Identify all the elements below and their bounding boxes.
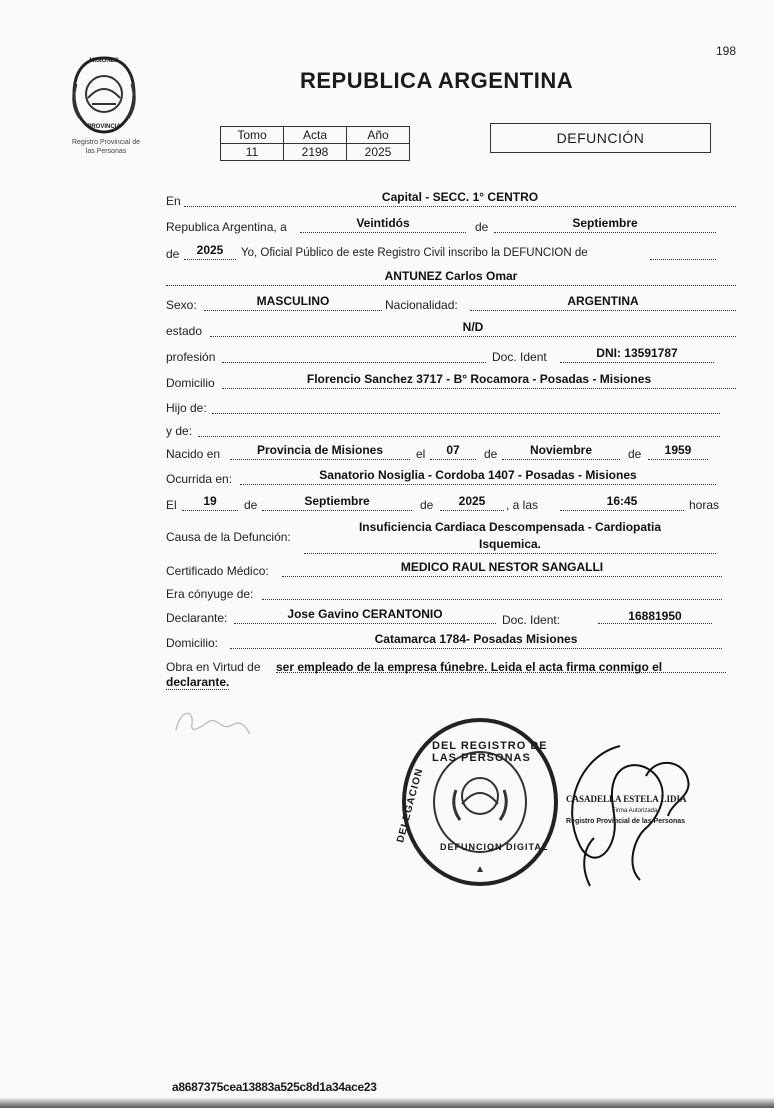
ocurrida-label: Ocurrida en: bbox=[166, 472, 233, 486]
domicilio2-label: Domicilio: bbox=[166, 636, 219, 650]
acta-table-header-row bbox=[221, 127, 410, 144]
causa-value-line1: Insuficiencia Cardiaca Descompensada - Cardiopatia bbox=[358, 520, 662, 534]
seal-text-bottom: DEFUNCION DIGITAL bbox=[440, 842, 549, 852]
acta-table bbox=[220, 126, 410, 161]
seal-text-left: DELEGACION bbox=[395, 767, 426, 844]
republica-label: Republica Argentina, a bbox=[166, 220, 287, 234]
death-de1-label: de bbox=[244, 498, 258, 512]
obra-value-line2: declarante. bbox=[166, 675, 230, 689]
hijo-label: Hijo de: bbox=[166, 401, 207, 415]
certificado-value: MEDICO RAUL NESTOR SANGALLI bbox=[400, 560, 604, 574]
doc-ident-value: DNI: 13591787 bbox=[596, 346, 678, 360]
emblem-text-bottom: PROVINCIA bbox=[87, 124, 121, 130]
birth-month: Noviembre bbox=[529, 443, 593, 457]
seal-text-top: DEL REGISTRO DE LAS PERSONAS bbox=[432, 740, 548, 764]
profesion-dotted-line bbox=[222, 348, 486, 363]
nacionalidad-value: ARGENTINA bbox=[567, 294, 639, 308]
doc-ident2-value: 16881950 bbox=[628, 609, 682, 623]
domicilio-label: Domicilio bbox=[166, 376, 215, 390]
document-title: REPUBLICA ARGENTINA bbox=[300, 68, 574, 93]
declarante-value: Jose Gavino CERANTONIO bbox=[287, 607, 443, 621]
year-value: 2025 bbox=[196, 243, 224, 257]
causa-value-line2: Isquemica. bbox=[478, 537, 542, 551]
day-value: Veintidós bbox=[356, 216, 410, 230]
page-bottom-edge bbox=[0, 1098, 774, 1108]
document-type-box: DEFUNCIÓN bbox=[490, 123, 711, 153]
domicilio2-value: Catamarca 1784- Posadas Misiones bbox=[374, 632, 578, 646]
declarante-label: Declarante: bbox=[166, 611, 228, 625]
death-month: Septiembre bbox=[304, 494, 370, 508]
en-value: Capital - SECC. 1° CENTRO bbox=[381, 190, 539, 204]
intro-text: Yo, Oficial Público de este Registro Civil inscribo la DEFUNCION de bbox=[241, 247, 588, 259]
en-label: En bbox=[166, 194, 181, 208]
acta-header-anio: Año bbox=[347, 127, 410, 144]
conyuge-dotted-line bbox=[262, 585, 722, 600]
death-el-label: El bbox=[166, 498, 177, 512]
death-year: 2025 bbox=[458, 494, 486, 508]
acta-header-acta: Acta bbox=[284, 127, 347, 144]
birth-day: 07 bbox=[446, 443, 460, 457]
sexo-label: Sexo: bbox=[166, 298, 197, 312]
estado-label: estado bbox=[166, 324, 203, 338]
acta-value-acta: 2198 bbox=[284, 144, 347, 161]
acta-header-tomo: Tomo bbox=[221, 127, 284, 144]
official-stamp-line3: Registro Provincial de las Personas bbox=[566, 818, 686, 825]
death-de2-label: de bbox=[420, 498, 434, 512]
hijo-dotted-line bbox=[212, 399, 720, 414]
certificado-label: Certificado Médico: bbox=[166, 564, 269, 578]
conyuge-label: Era cónyuge de: bbox=[166, 587, 254, 601]
registry-caption-line1: Registro Provincial de bbox=[71, 139, 141, 146]
causa-label: Causa de la Defunción: bbox=[166, 530, 291, 544]
official-stamp-line2: Firma Autorizada bbox=[612, 808, 658, 814]
nacido-label: Nacido en bbox=[166, 447, 221, 461]
domicilio-value: Florencio Sanchez 3717 - B° Rocamora - Posadas - Misiones bbox=[306, 372, 652, 386]
birth-de1-label: de bbox=[484, 447, 498, 461]
official-stamp-line1: CASADELLA ESTELA LIDIA bbox=[566, 794, 687, 804]
birth-de2-label: de bbox=[628, 447, 642, 461]
nacido-value: Provincia de Misiones bbox=[256, 443, 384, 457]
doc-ident-label: Doc. Ident bbox=[492, 350, 547, 364]
official-signature-icon bbox=[560, 736, 730, 892]
a-las-label: , a las bbox=[506, 498, 539, 512]
registry-caption-line2: las Personas bbox=[85, 148, 127, 155]
acta-value-tomo: 11 bbox=[221, 144, 284, 161]
profesion-label: profesión bbox=[166, 350, 216, 364]
y-de-dotted-line bbox=[198, 422, 720, 437]
death-day: 19 bbox=[203, 494, 217, 508]
document-hash-code: a8687375cea13883a525c8d1a34ace23 bbox=[172, 1080, 377, 1094]
death-time: 16:45 bbox=[606, 494, 638, 508]
birth-el-label: el bbox=[416, 447, 426, 461]
y-de-label: y de: bbox=[166, 424, 193, 438]
birth-year: 1959 bbox=[664, 443, 692, 457]
year-prefix-label: de bbox=[166, 247, 180, 261]
de-label: de bbox=[475, 220, 489, 234]
page-number: 198 bbox=[716, 44, 737, 58]
horas-label: horas bbox=[689, 498, 720, 512]
deceased-name: ANTUNEZ Carlos Omar bbox=[384, 269, 518, 283]
registry-caption bbox=[52, 138, 160, 156]
emblem-text-top: MISIONES bbox=[89, 58, 119, 64]
acta-value-anio: 2025 bbox=[347, 144, 410, 161]
signature-scribble-icon bbox=[170, 700, 260, 744]
ocurrida-value: Sanatorio Nosiglia - Cordoba 1407 - Posadas - Misiones bbox=[319, 468, 637, 482]
sexo-value: MASCULINO bbox=[256, 294, 330, 308]
nacionalidad-label: Nacionalidad: bbox=[385, 298, 458, 312]
acta-table-value-row bbox=[221, 144, 410, 161]
doc-ident2-label: Doc. Ident: bbox=[502, 613, 561, 627]
obra-value-line1: ser empleado de la empresa fúnebre. Leida el acta firma conmigo el bbox=[276, 660, 663, 674]
estado-value: N/D bbox=[462, 320, 484, 334]
obra-label: Obra en Virtud de bbox=[166, 660, 261, 674]
intro-dotted-line bbox=[650, 245, 716, 260]
month-value: Septiembre bbox=[572, 216, 638, 230]
